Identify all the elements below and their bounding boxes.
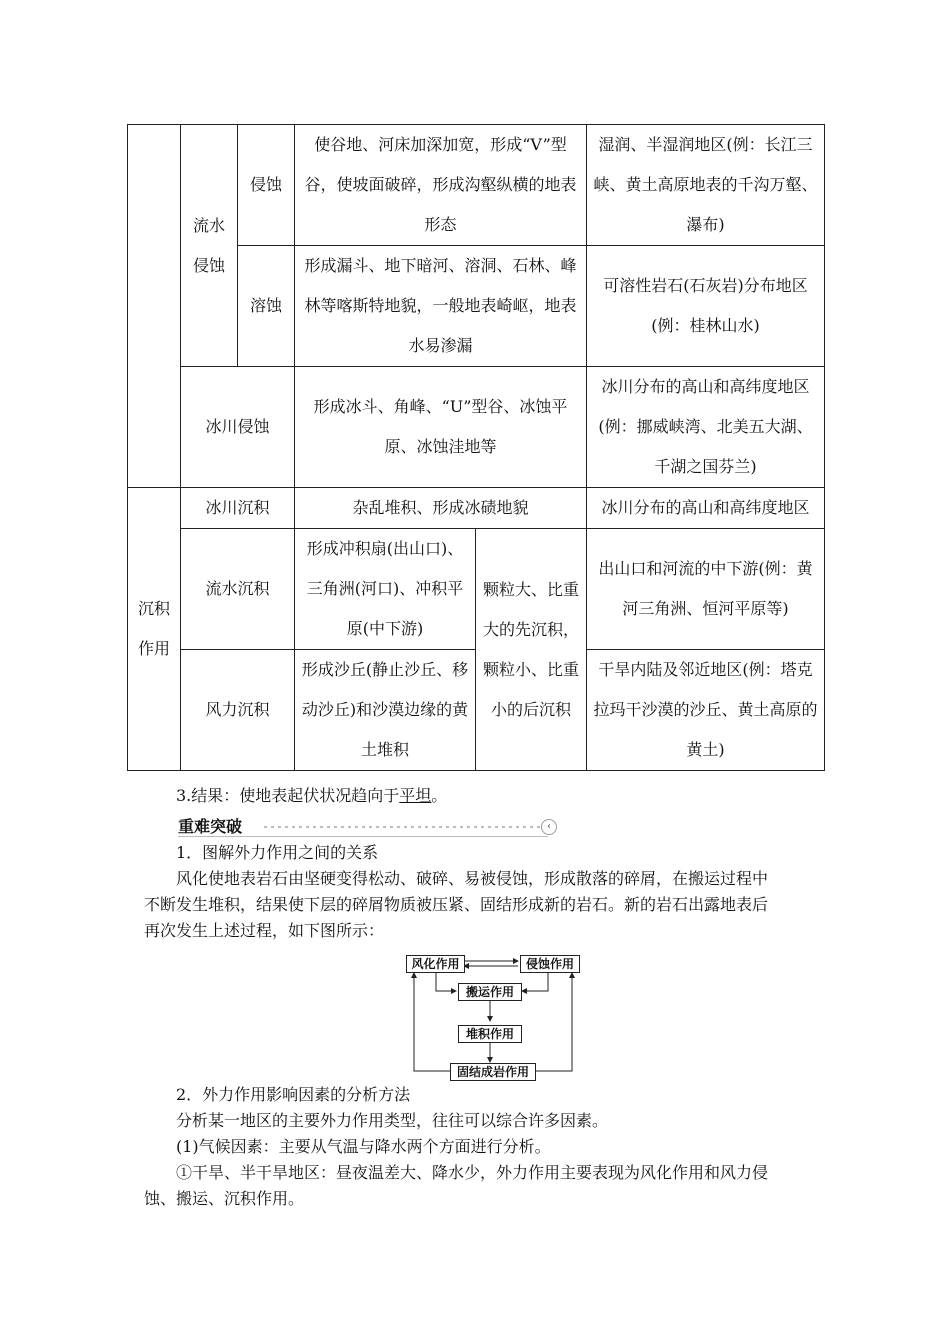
cell-region: 可溶性岩石(石灰岩)分布地区(例：桂林山水) <box>587 246 825 367</box>
cell-effect: 形成漏斗、地下暗河、溶洞、石林、峰林等喀斯特地貌，一般地表崎岖，地表水易渗漏 <box>295 246 587 367</box>
flow-diagram <box>404 955 584 1085</box>
cell-effect: 形成沙丘(静止沙丘、移动沙丘)和沙漠边缘的黄土堆积 <box>295 650 476 771</box>
cell-effect: 形成冲积扇(出山口)、三角洲(河口)、冲积平原(中下游) <box>295 529 476 650</box>
cell-sub: 冰川侵蚀 <box>181 367 295 488</box>
p2-line2: (1)气候因素：主要从气温与降水两个方面进行分析。 <box>176 1137 551 1156</box>
cell-effect: 形成冰斗、角峰、“U”型谷、冰蚀平原、冰蚀洼地等 <box>295 367 587 488</box>
cell-region: 出山口和河流的中下游(例：黄河三角洲、恒河平原等) <box>587 529 825 650</box>
result-line: 3.结果：使地表起伏状况趋向于平坦。 <box>176 786 448 805</box>
p1-line2: 不断发生堆积，结果使下层的碎屑物质被压紧、固结形成新的岩石。新的岩石出露地表后 <box>144 895 769 914</box>
cell-sub: 风力沉积 <box>181 650 295 771</box>
cell-region: 冰川分布的高山和高纬度地区 <box>587 488 825 529</box>
external-force-table <box>127 124 825 771</box>
deposition-category-cell: 沉积作用 <box>128 488 181 771</box>
p1-line1: 风化使地表岩石由坚硬变得松动、破碎、易被侵蚀，形成散落的碎屑，在搬运过程中 <box>176 869 769 888</box>
flow-box-lithification: 固结成岩作用 <box>450 1063 536 1081</box>
cell-effect: 使谷地、河床加深加宽，形成“V”型谷，使坡面破碎，形成沟壑纵横的地表形态 <box>295 125 587 246</box>
flow-box-transport: 搬运作用 <box>458 983 522 1001</box>
flow-box-deposition: 堆积作用 <box>458 1025 522 1043</box>
cell-sub: 流水沉积 <box>181 529 295 650</box>
section-header <box>178 816 558 838</box>
section-header-dots <box>264 826 544 828</box>
cell-sub: 流水侵蚀 <box>181 125 238 367</box>
section-header-title: 重难突破 <box>178 817 243 836</box>
p2-line3: ①干旱、半干旱地区：昼夜温差大、降水少，外力作用主要表现为风化作用和风力侵 <box>176 1163 769 1182</box>
p2-line1: 分析某一地区的主要外力作用类型，往往可以综合许多因素。 <box>176 1111 609 1130</box>
p1-line3: 再次发生上述过程，如下图所示： <box>144 921 385 940</box>
p1-title: 1．图解外力作用之间的关系 <box>176 843 379 862</box>
section-header-line <box>178 836 548 837</box>
flow-box-weathering: 风化作用 <box>406 955 465 973</box>
cell-effect: 杂乱堆积、形成冰碛地貌 <box>295 488 587 529</box>
cell-type: 溶蚀 <box>238 246 295 367</box>
cell-region: 冰川分布的高山和高纬度地区(例：挪威峡湾、北美五大湖、千湖之国芬兰) <box>587 367 825 488</box>
erosion-category-cell <box>128 125 181 488</box>
result-emphasis: 平坦 <box>399 786 432 805</box>
p2-title: 2．外力作用影响因素的分析方法 <box>176 1085 411 1104</box>
cell-sub: 冰川沉积 <box>181 488 295 529</box>
chevron-left-icon: ‹ <box>541 819 557 835</box>
cell-type: 侵蚀 <box>238 125 295 246</box>
flow-box-erosion: 侵蚀作用 <box>520 955 580 973</box>
p2-line4: 蚀、搬运、沉积作用。 <box>144 1189 305 1208</box>
cell-region: 干旱内陆及邻近地区(例：塔克拉玛干沙漠的沙丘、黄土高原的黄土) <box>587 650 825 771</box>
cell-region: 湿润、半湿润地区(例：长江三峡、黄土高原地表的千沟万壑、瀑布) <box>587 125 825 246</box>
cell-note: 颗粒大、比重大的先沉积，颗粒小、比重小的后沉积 <box>476 529 587 771</box>
